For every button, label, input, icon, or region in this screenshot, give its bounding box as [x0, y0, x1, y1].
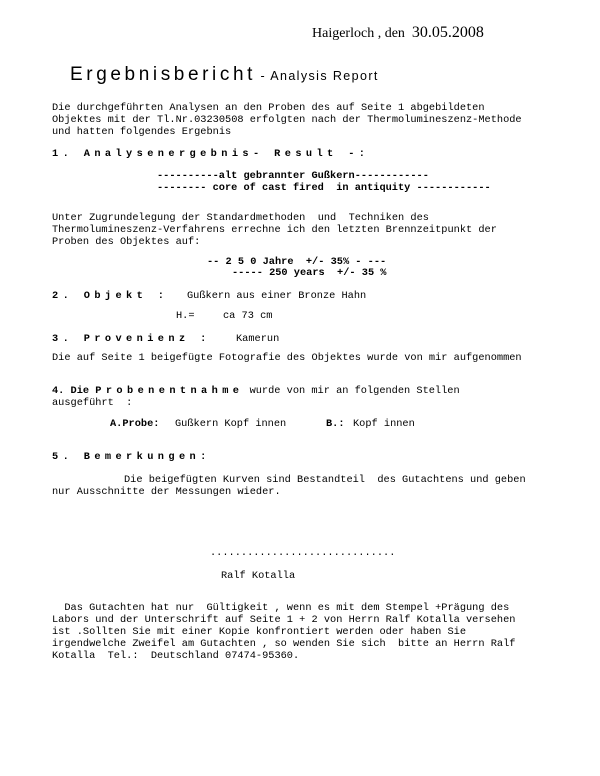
method-line-2: Thermolumineszenz-Verfahrens errechne ich den letzten Brennzeitpunkt der	[52, 224, 497, 236]
probe-a-value: Gußkern Kopf innen	[175, 418, 287, 430]
section5-heading: 5. Bemerkungen:	[52, 451, 211, 463]
report-date: 30.05.2008	[411, 24, 484, 41]
method-line-1: Unter Zugrundelegung der Standardmethoden und Techniken des	[52, 212, 429, 224]
age-german: -- 2 5 0 Jahre +/- 35% - ---	[207, 256, 387, 268]
method-line-3: Proben des Objektes auf:	[52, 236, 201, 248]
place-date-label: Haigerloch , den 30.05.2008	[312, 24, 484, 41]
footer-line-5: Kotalla Tel.: Deutschland 07474-95360.	[52, 650, 300, 662]
probe-b-label: B.:	[326, 418, 345, 430]
title-main: Ergebnisbericht	[70, 64, 257, 85]
section4-heading	[52, 385, 460, 397]
object-description: Gußkern aus einer Bronze Hahn	[187, 290, 367, 302]
age-english: ----- 250 years +/- 35 %	[232, 267, 387, 279]
report-title	[70, 64, 379, 86]
section2-heading: 2. Objekt :	[52, 290, 169, 302]
section1-heading: 1. Analysenergebnis- Result -:	[52, 148, 370, 160]
height-label: H.=	[176, 310, 195, 322]
section4-spaced-title: Probenentnahme	[95, 385, 244, 397]
remarks-line-2: nur Ausschnitte der Messungen wieder.	[52, 486, 281, 498]
section4-line-2: ausgeführt :	[52, 397, 133, 409]
provenance-value: Kamerun	[236, 333, 280, 345]
provenance-note: Die auf Seite 1 beigefügte Fotografie des Objektes wurde von mir aufgenommen	[52, 352, 522, 364]
section4-prefix: 4. Die	[52, 385, 90, 397]
footer-line-2: Labors und der Unterschrift auf Seite 1 + 2 von Herrn Ralf Kotalla versehen	[52, 614, 516, 626]
section4-rest: wurde von mir an folgenden Stellen	[249, 385, 460, 397]
footer-line-3: ist .Sollten Sie mit einer Kopie konfrontiert werden oder haben Sie	[52, 626, 467, 638]
footer-line-4: irgendwelche Zweifel am Gutachten , so wenden Sie sich bitte an Herrn Ralf	[52, 638, 516, 650]
intro-line-1: Die durchgeführten Analysen an den Proben des auf Seite 1 abgebildeten	[52, 102, 485, 114]
title-sub: - Analysis Report	[260, 69, 379, 83]
probe-a-label: A.Probe:	[110, 418, 160, 430]
result-german: ----------alt gebrannter Gußkern------------	[157, 170, 429, 182]
intro-line-3: und hatten folgendes Ergebnis	[52, 126, 232, 138]
signature-line: ..............................	[210, 547, 396, 559]
height-value: ca 73 cm	[223, 310, 273, 322]
remarks-line-1: Die beigefügten Kurven sind Bestandteil des Gutachtens und geben	[124, 474, 526, 486]
intro-line-2: Objektes mit der Tl.Nr.03230508 erfolgten nach der Thermolumineszenz-Methode	[52, 114, 522, 126]
section3-heading: 3. Provenienz :	[52, 333, 211, 345]
probe-b-value: Kopf innen	[353, 418, 415, 430]
signatory-name: Ralf Kotalla	[221, 570, 296, 582]
result-english: -------- core of cast fired in antiquity ------------	[157, 182, 491, 194]
footer-line-1: Das Gutachten hat nur Gültigkeit , wenn es mit dem Stempel +Prägung des	[52, 602, 510, 614]
